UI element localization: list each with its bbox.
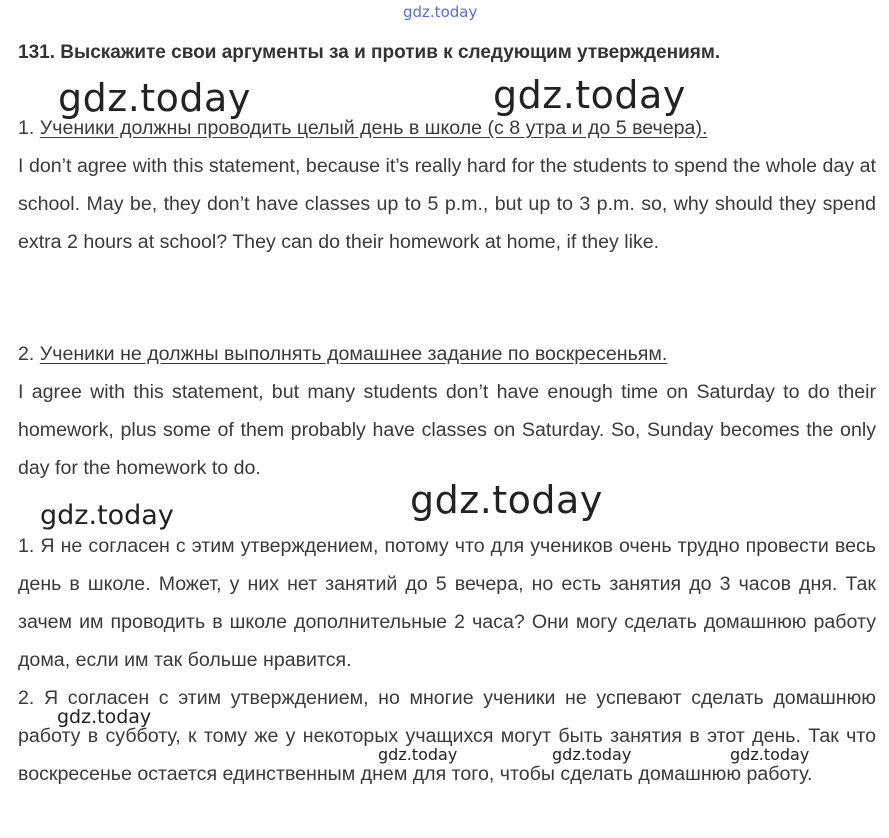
answer-1-russian: 1. Я не согласен с этим утверждением, потому что для учеников очень трудно провести весь день в школе. Может, у них нет занятий до 5 вечера, но есть занятия до 3 часов дня. Так зачем им проводить в школе дополнительные 2 часа? Они могу сделать домашнюю работу дома, если им так больше нравится. (18, 535, 876, 671)
statement-1-text: Ученики должны проводить целый день в школе (с 8 утра и до 5 вечера). (39, 117, 708, 139)
watermark-top[interactable]: gdz.today (403, 3, 478, 21)
watermark: gdz.today (58, 76, 251, 120)
statement-2-text: Ученики не должны выполнять домашнее задание по воскресеньям. (39, 343, 668, 365)
answer-2-english: I agree with this statement, but many students don’t have enough time on Saturday to do their homework, plus some of them probably have classes on Saturday. So, Sunday becomes the only day for the homework to do. (18, 381, 876, 479)
answer-2-russian: 2. Я согласен с этим утверждением, но многие ученики не успевают сделать домашнюю работу в субботу, к тому же у некоторых учащихся могут быть занятия в этот день. Так что воскресенье остается единственным днем для того, чтобы сделать домашнюю работу. (18, 687, 876, 785)
watermark: gdz.today (378, 745, 458, 764)
exercise-heading: 131. Выскажите свои аргументы за и против к следующим утверждениям. (18, 42, 721, 63)
watermark: gdz.today (57, 706, 152, 728)
answer-1-english: I don’t agree with this statement, because it’s really hard for the students to spend the whole day at school. May be, they don’t have classes up to 5 p.m., but up to 3 p.m. so, why should they spend extra 2 hours at school? They can do their homework at home, if they like. (18, 155, 876, 253)
watermark: gdz.today (40, 500, 174, 531)
statement-1-number: 1. (18, 117, 40, 139)
watermark: gdz.today (552, 745, 632, 764)
watermark: gdz.today (410, 478, 603, 522)
statement-1 (18, 117, 707, 140)
statement-2 (18, 343, 667, 366)
watermark: gdz.today (730, 745, 810, 764)
watermark: gdz.today (493, 73, 686, 117)
statement-2-number: 2. (18, 343, 40, 365)
